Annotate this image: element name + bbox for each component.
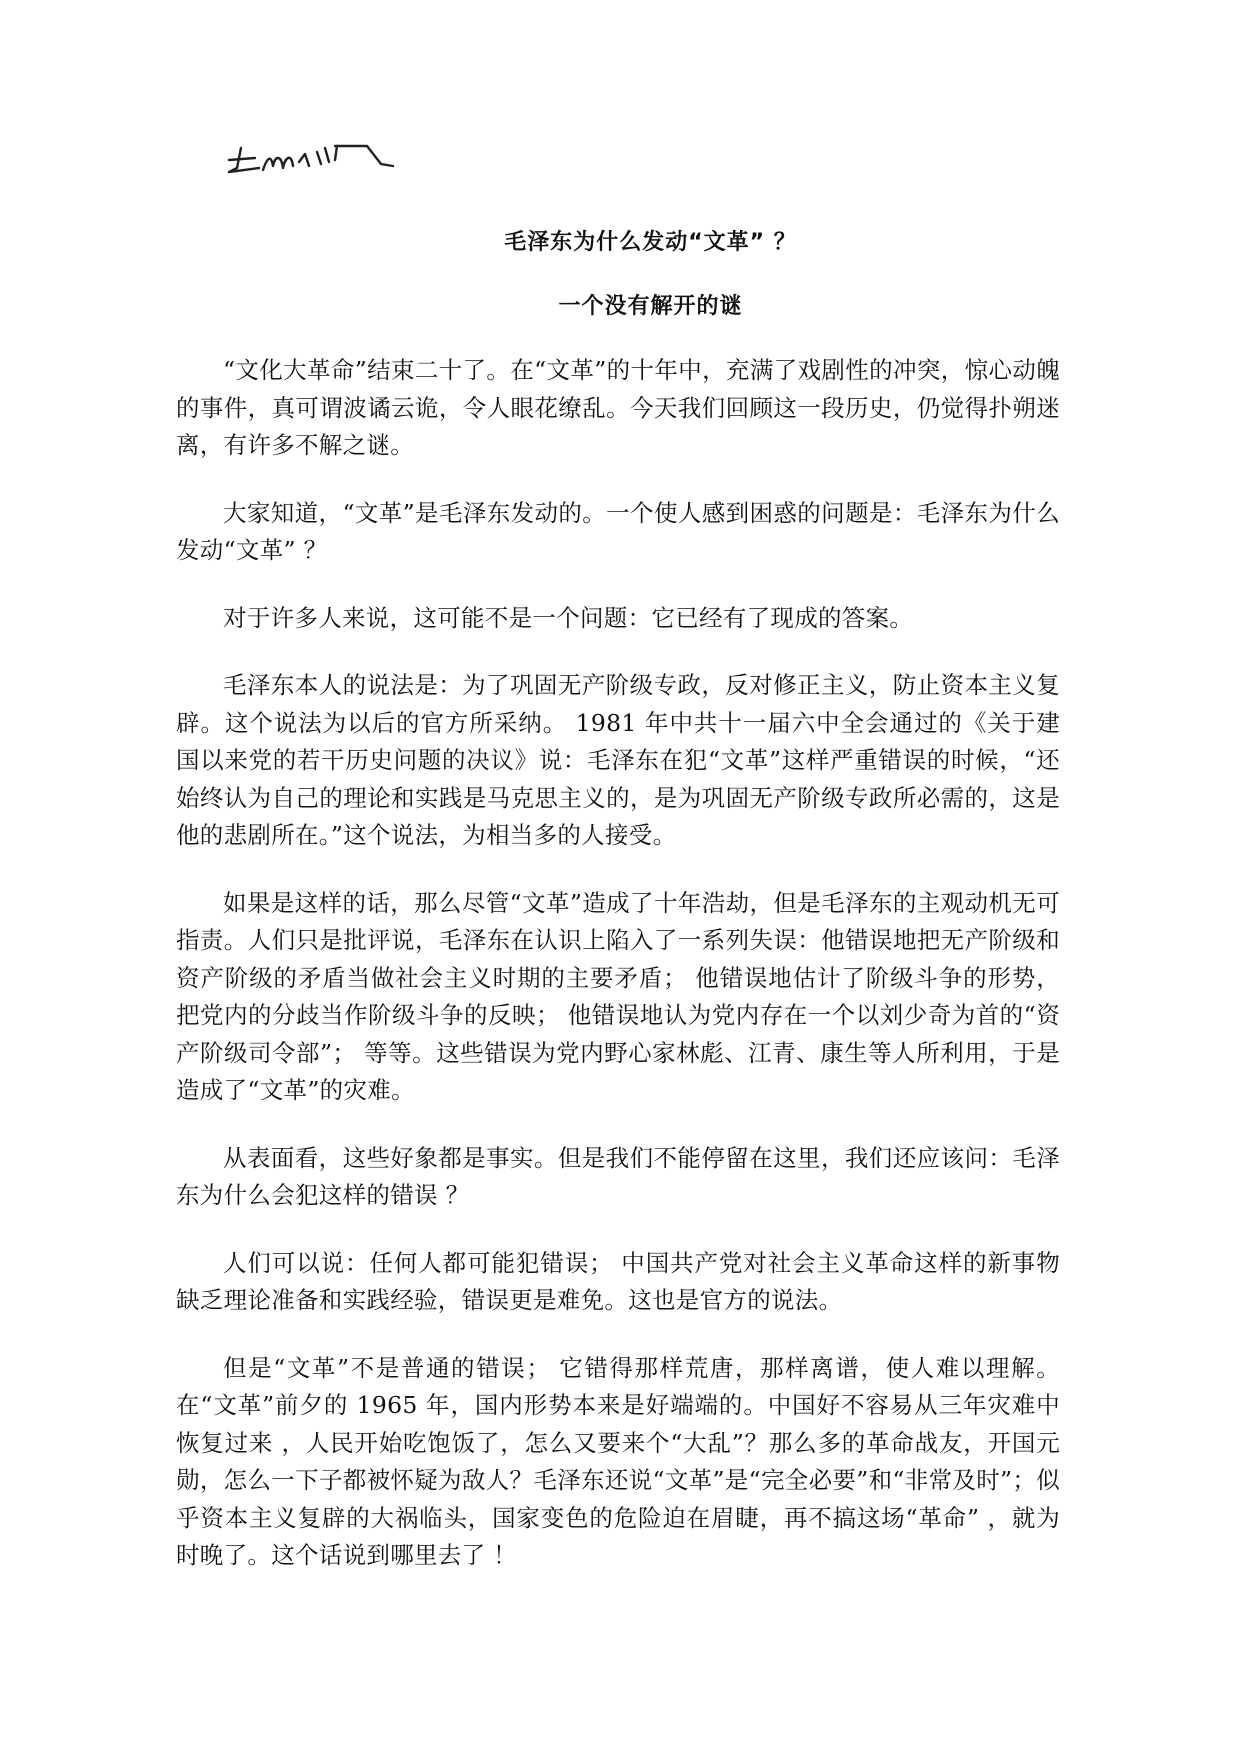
paragraph-6: 从表面看，这些好象都是事实。但是我们不能停留在这里，我们还应该问：毛泽东为什么会犯这样的错误 ？ bbox=[176, 1143, 1060, 1209]
paragraph-4: 毛泽东本人的说法是：为了巩固无产阶级专政，反对修正主义，防止资本主义复辟。这个说法为以后的官方所采纳。 1981 年中共十一届六中全会通过的《关于建国以来党的若干历史问题的决议》说：毛泽东在犯“文革”这样严重错误的时候，“还始终认为自己的理论和实践是马克思主义的，是为巩固无产阶级专政所必需的，这是他的悲剧所在。”这个说法，为相当多的人接受。 bbox=[176, 671, 1060, 849]
paragraph-7: 人们可以说：任何人都可能犯错误； 中国共产党对社会主义革命这样的新事物缺乏理论准备和实践经验，错误更是难免。这也是官方的说法。 bbox=[176, 1248, 1060, 1314]
paragraph-2: 大家知道，“文革”是毛泽东发动的。一个使人感到困惑的问题是：毛泽东为什么发动“文革” ？ bbox=[176, 498, 1060, 564]
document-body bbox=[176, 352, 1060, 1605]
paragraph-8: 但是“文革”不是普通的错误； 它错得那样荒唐，那样离谱，使人难以理解。在“文革”前夕的 1965 年，国内形势本来是好端端的。中国好不容易从三年灾难中恢复过来 ，人民开始吃饱饭了，怎么又要来个“大乱”？那么多的革命战友，开国元勋，怎么一下子都被怀疑为敌人？毛泽东还说“文革”是“完全必要”和“非常及时”；似乎资本主义复辟的大祸临头，国家变色的危险迫在眉睫，再不搞这场“革命” ，就为时晚了。这个话说到哪里去了 ！ bbox=[176, 1353, 1060, 1569]
paragraph-5: 如果是这样的话，那么尽管“文革”造成了十年浩劫，但是毛泽东的主观动机无可指责。人们只是批评说，毛泽东在认识上陷入了一系列失误：他错误地把无产阶级和资产阶级的矛盾当做社会主义时期的主要矛盾； 他错误地估计了阶级斗争的形势，把党内的分歧当作阶级斗争的反映； 他错误地认为党内存在一个以刘少奇为首的“资产阶级司令部”； 等等。这些错误为党内野心家林彪、江青、康生等人所利用，于是造成了“文革”的灾难。 bbox=[176, 888, 1060, 1104]
handwritten-signature bbox=[225, 138, 395, 180]
document-subtitle: 一个没有解开的谜 bbox=[558, 294, 743, 319]
paragraph-1: “文化大革命”结束二十了。在“文革”的十年中，充满了戏剧性的冲突，惊心动魄的事件，真可谓波谲云诡，令人眼花缭乱。今天我们回顾这一段历史，仍觉得扑朔迷离，有许多不解之谜。 bbox=[176, 356, 1060, 459]
paragraph-3: 对于许多人来说，这可能不是一个问题：它已经有了现成的答案。 bbox=[223, 603, 914, 632]
document-title: 毛泽东为什么发动“文革” ？ bbox=[504, 230, 797, 255]
